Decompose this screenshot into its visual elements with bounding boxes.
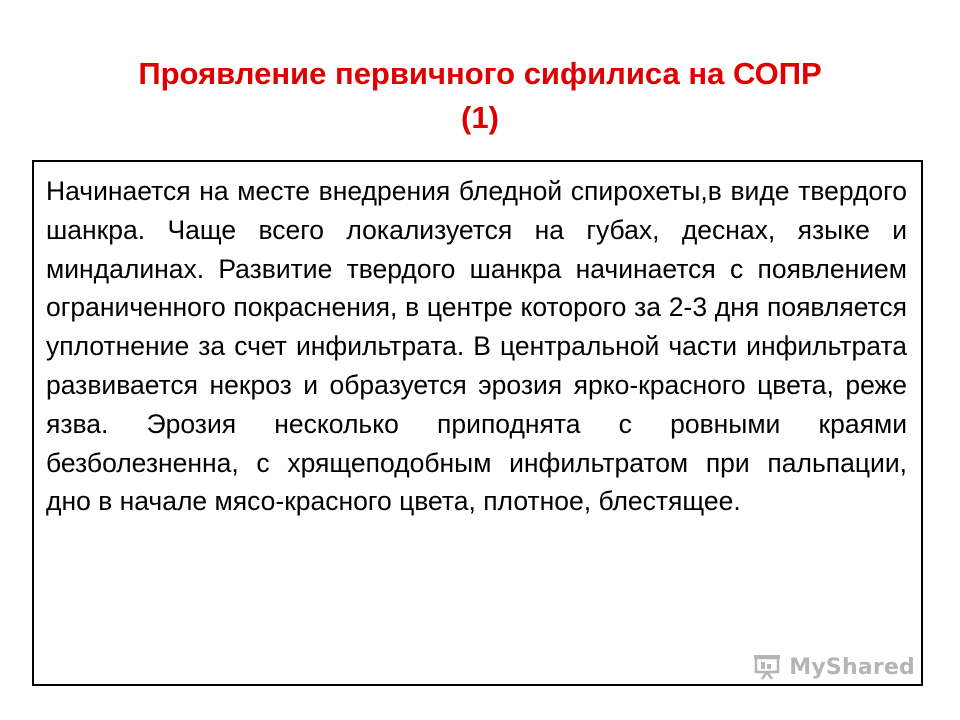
slide-title: [40, 52, 920, 140]
slide-title-line-2: (1): [461, 100, 499, 135]
presentation-board-icon: [753, 654, 783, 680]
body-text: Начинается на месте внедрения бледной спирохеты,в виде твердого шанкра. Чаще всего локализуется на губах, деснах, языке и миндалинах. Развитие твердого шанкра начинается с появлением ограниченного покраснения, в центре которого за 2-3 дня появляется уплотнение за счет инфильтрата. В центральной части инфильтрата развивается некроз и образуется эрозия ярко-красного цвета, реже язва. Эрозия несколько приподнята с ровными краями безболезненна, с хрящеподобным инфильтратом при пальпации, дно в начале мясо-красного цвета, плотное, блестящее.: [46, 176, 907, 517]
watermark-text: MyShared: [789, 654, 915, 680]
slide-title-line-1: Проявление первичного сифилиса на СОПР: [138, 56, 822, 91]
watermark: [753, 654, 915, 680]
content-box: [32, 160, 923, 686]
